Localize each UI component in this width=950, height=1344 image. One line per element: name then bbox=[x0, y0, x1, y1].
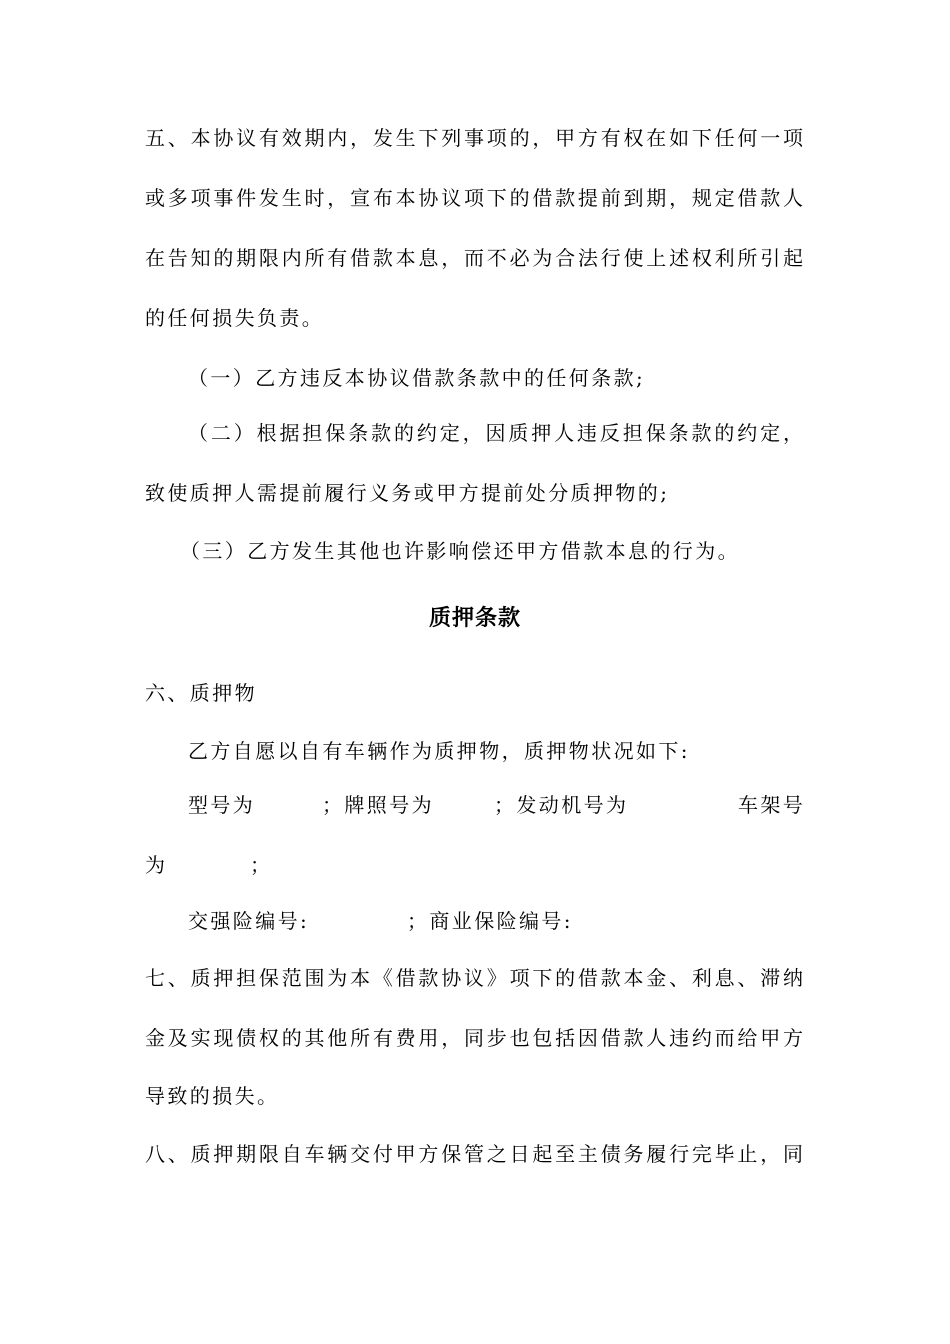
clause5-item3: （三）乙方发生其他也许影响偿还甲方借款本息的行为。 bbox=[180, 539, 740, 563]
engine-label: ；发动机号为 bbox=[494, 793, 629, 817]
clause5-item2-line2: 致使质押人需提前履行义务或甲方提前处分质押物的; bbox=[145, 481, 670, 505]
section-title: 质押条款 bbox=[428, 606, 521, 631]
clause7-line2: 金及实现债权的其他所有费用，同步也包括因借款人违约而给甲方 bbox=[145, 1026, 803, 1050]
clause6-title: 六、质押物 bbox=[145, 681, 257, 705]
plate-label: ；牌照号为 bbox=[322, 793, 434, 817]
insurance-label: 交强险编号: bbox=[188, 909, 310, 933]
commercial-insurance-label: ；商业保险编号: bbox=[407, 909, 573, 933]
model-label: 型号为 bbox=[188, 793, 256, 817]
frame-end: ； bbox=[250, 853, 273, 877]
clause7-line1: 七、质押担保范围为本《借款协议》项下的借款本金、利息、滞纳 bbox=[145, 966, 803, 990]
clause5-item2-line1: （二）根据担保条款的约定，因质押人违反担保条款的约定， bbox=[188, 421, 803, 445]
clause5-line2: 或多项事件发生时，宣布本协议项下的借款提前到期，规定借款人 bbox=[145, 186, 803, 210]
clause5-line1: 五、本协议有效期内，发生下列事项的，甲方有权在如下任何一项 bbox=[145, 126, 803, 150]
frame-continuation: 为 bbox=[145, 853, 168, 877]
frame-label: 车架号 bbox=[738, 793, 806, 817]
clause6-intro: 乙方自愿以自有车辆作为质押物，质押物状况如下: bbox=[188, 739, 690, 763]
clause5-line3: 在告知的期限内所有借款本息，而不必为合法行使上述权利所引起 bbox=[145, 246, 803, 270]
clause7-line3: 导致的损失。 bbox=[145, 1084, 280, 1108]
clause8-line1: 八、质押期限自车辆交付甲方保管之日起至主债务履行完毕止，同 bbox=[145, 1142, 803, 1166]
clause5-item1: （一）乙方违反本协议借款条款中的任何条款; bbox=[188, 366, 646, 390]
clause5-line4: 的任何损失负责。 bbox=[145, 306, 325, 330]
